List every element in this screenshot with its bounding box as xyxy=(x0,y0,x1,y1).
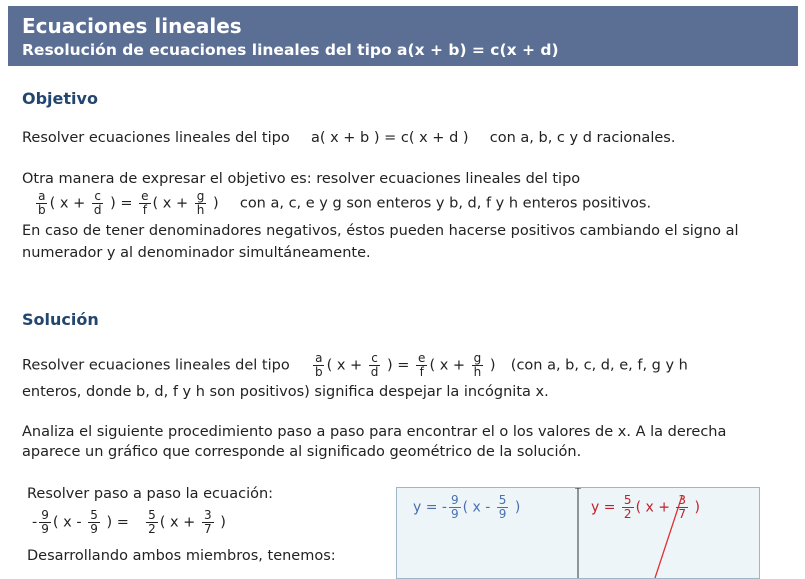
fraction: $\frac{3}{7}$ xyxy=(203,508,212,536)
step-title: Resolver paso a paso la ecuación: xyxy=(27,486,274,502)
objetivo-equation: a( x + b ) = c( x + d ) xyxy=(310,130,469,146)
fraction-a-b: $\frac{a}{b}$ xyxy=(314,351,323,379)
eq-part: - xyxy=(32,514,38,531)
objetivo-line-5: numerador y al denominador simultáneamente. xyxy=(22,245,371,261)
solucion-line-3: Analiza el siguiente procedimiento paso a paso para encontrar el o los valores de x. A la derecha xyxy=(22,424,727,440)
fraction-c-d: $\frac{c}{d}$ xyxy=(93,189,102,217)
objetivo-line-2: Otra manera de expresar el objetivo es: resolver ecuaciones lineales del tipo xyxy=(22,171,581,187)
eq-part: ( x + xyxy=(429,357,466,374)
blue-line-equation: y = - $\frac{9}{9}$ ( x - $\frac{5}{9}$ ) xyxy=(413,493,521,521)
eq-part: ( x + xyxy=(152,195,189,212)
eq-part: ) = xyxy=(110,195,133,212)
objetivo-line-1 xyxy=(22,128,675,149)
objetivo-fraction-equation xyxy=(34,190,651,217)
eq-part: ) = xyxy=(387,357,410,374)
solucion-line-1-suffix: (con a, b, c, d, e, f, g y h xyxy=(510,357,688,374)
fraction-g-h: $\frac{g}{h}$ xyxy=(196,189,205,217)
solution-graph xyxy=(396,487,760,579)
page-subtitle: Resolución de ecuaciones lineales del tipo a(x + b) = c(x + d) xyxy=(22,41,559,59)
step-equation xyxy=(32,509,226,536)
fraction: $\frac{5}{9}$ xyxy=(90,508,98,536)
solucion-line-2: enteros, donde b, d, f y h son positivos) significa despejar la incógnita x. xyxy=(22,384,549,400)
eq-part: ( x + xyxy=(326,357,363,374)
objetivo-line-4: En caso de tener denominadores negativos, éstos pueden hacerse positivos cambiando el signo al xyxy=(22,223,739,239)
eq-part: ) = xyxy=(106,514,129,531)
fraction: $\frac{5}{2}$ xyxy=(148,508,156,536)
eq-part: ) xyxy=(220,514,226,531)
eq-part: ( x + xyxy=(159,514,196,531)
objetivo-line-1-prefix: Resolver ecuaciones lineales del tipo xyxy=(22,130,290,146)
section-heading-objetivo: Objetivo xyxy=(22,89,98,108)
objetivo-line-1-suffix: con a, b, c y d racionales. xyxy=(489,130,676,146)
step-2-text: Desarrollando ambos miembros, tenemos: xyxy=(27,548,336,564)
page-title: Ecuaciones lineales xyxy=(22,14,242,38)
fraction-g-h: $\frac{g}{h}$ xyxy=(473,351,482,379)
solucion-line-4: aparece un gráfico que corresponde al significado geométrico de la solución. xyxy=(22,444,582,460)
page-header xyxy=(8,6,798,66)
objetivo-line-3-suffix: con a, c, e y g son enteros y b, d, f y h enteros positivos. xyxy=(239,195,652,212)
fraction-e-f: $\frac{e}{f}$ xyxy=(418,351,426,379)
eq-part: ( x + xyxy=(49,195,86,212)
section-heading-solucion: Solución xyxy=(22,310,99,329)
eq-part: ( x - xyxy=(52,514,82,531)
solucion-line-1 xyxy=(22,352,688,379)
solucion-line-1-prefix: Resolver ecuaciones lineales del tipo xyxy=(22,357,290,374)
eq-part: ) xyxy=(212,195,219,212)
fraction-e-f: $\frac{e}{f}$ xyxy=(141,189,149,217)
fraction-a-b: $\frac{a}{b}$ xyxy=(38,189,46,217)
fraction: $\frac{9}{9}$ xyxy=(41,508,49,536)
red-line-equation: y = $\frac{5}{2}$ ( x + $\frac{3}{7}$ ) xyxy=(591,493,700,521)
eq-part: ) xyxy=(489,357,496,374)
fraction-c-d: $\frac{c}{d}$ xyxy=(370,351,379,379)
